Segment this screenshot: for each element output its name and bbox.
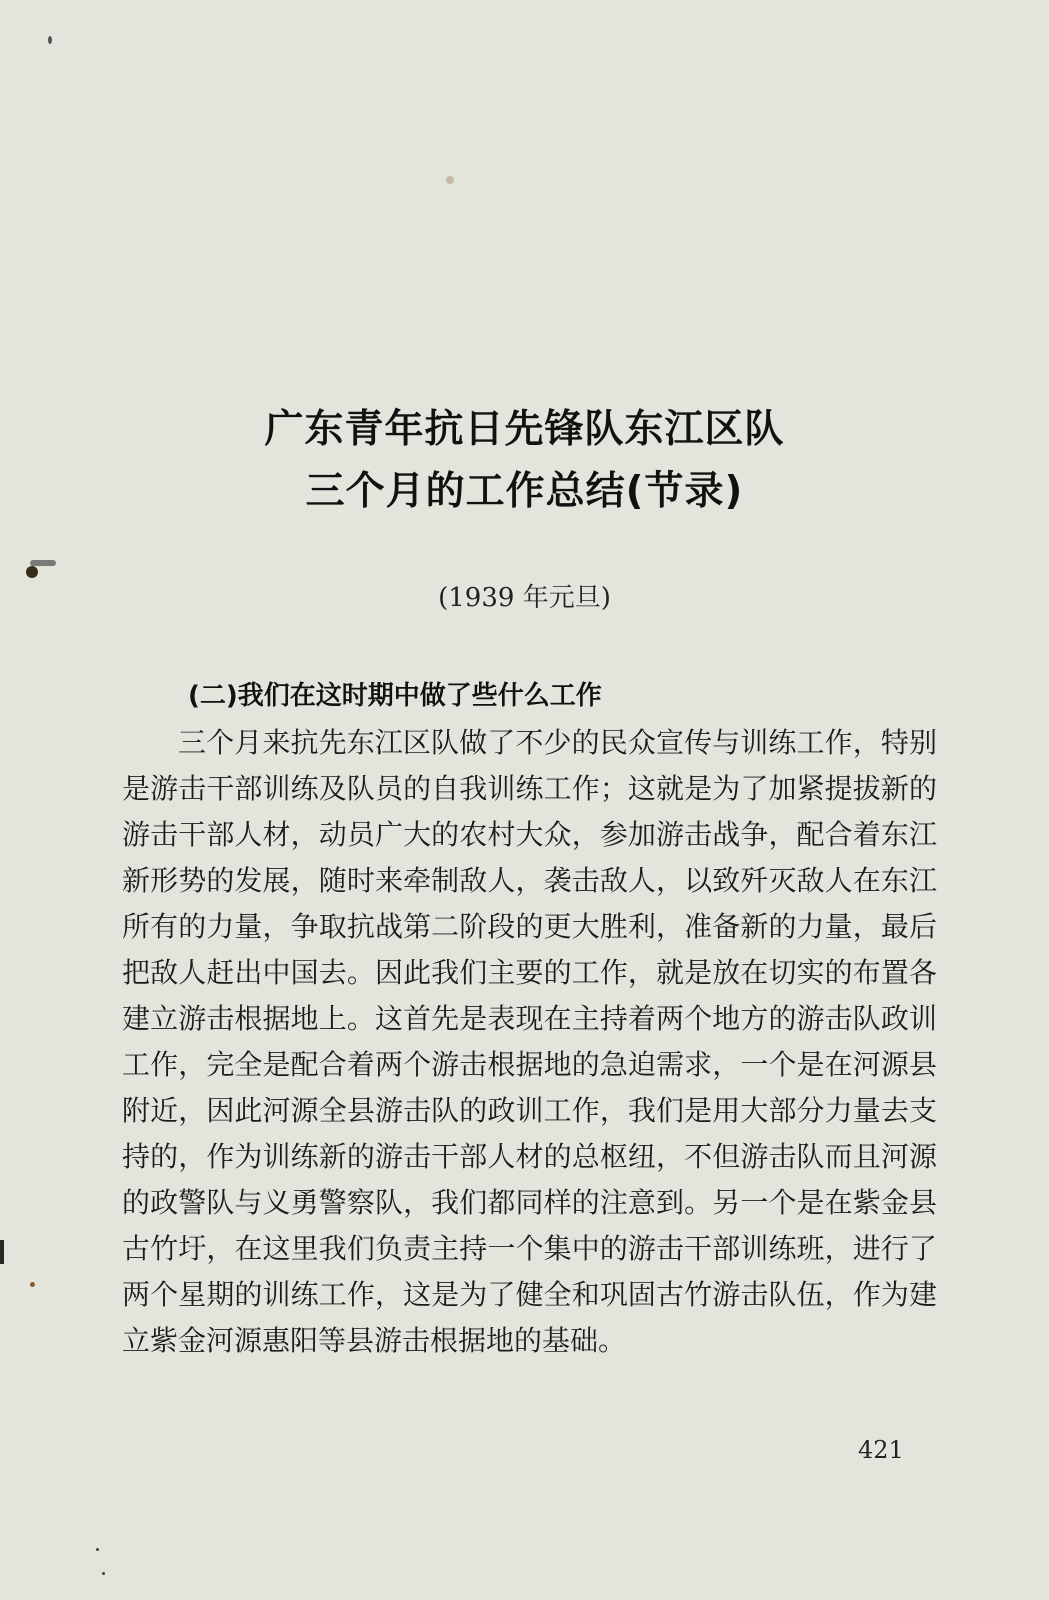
scan-speck — [30, 560, 56, 566]
document-title-line-1: 广东青年抗日先锋队东江区队 — [264, 407, 785, 452]
scan-speck — [102, 1572, 105, 1575]
document-title-line-2: 三个月的工作总结(节录) — [305, 469, 744, 514]
page-number: 421 — [858, 1436, 904, 1464]
body-paragraph: 三个月来抗先东江区队做了不少的民众宣传与训练工作，特别是游击干部训练及队员的自我训练工作；这就是为了加紧提拔新的游击干部人材，动员广大的农村大众，参加游击战争，配合着东江新形势的发展，随时来牵制敌人，袭击敌人，以致歼灭敌人在东江所有的力量，争取抗战第二阶段的更大胜利，准备新的力量，最后把敌人赶出中国去。因此我们主要的工作，就是放在切实的布置各建立游击根据地上。这首先是表现在主持着两个地方的游击队政训工作，完全是配合着两个游击根据地的急迫需求，一个是在河源县附近，因此河源全县游击队的政训工作，我们是用大部分力量去支持的，作为训练新的游击干部人材的总枢纽，不但游击队而且河源的政警队与义勇警察队，我们都同样的注意到。另一个是在紫金县古竹圩，在这里我们负责主持一个集中的游击干部训练班，进行了两个星期的训练工作，这是为了健全和巩固古竹游击队伍，作为建立紫金河源惠阳等县游击根据地的基础。 — [122, 726, 937, 1357]
scan-speck — [30, 1282, 35, 1287]
section-heading: (二)我们在这时期中做了些什么工作 — [188, 681, 602, 711]
scan-speck — [26, 566, 38, 578]
scan-edge-mark — [0, 1240, 4, 1264]
scan-speck — [96, 1548, 99, 1551]
scan-speck — [446, 176, 454, 184]
scan-speck — [48, 36, 52, 44]
document-date: (1939 年元旦) — [438, 583, 611, 613]
